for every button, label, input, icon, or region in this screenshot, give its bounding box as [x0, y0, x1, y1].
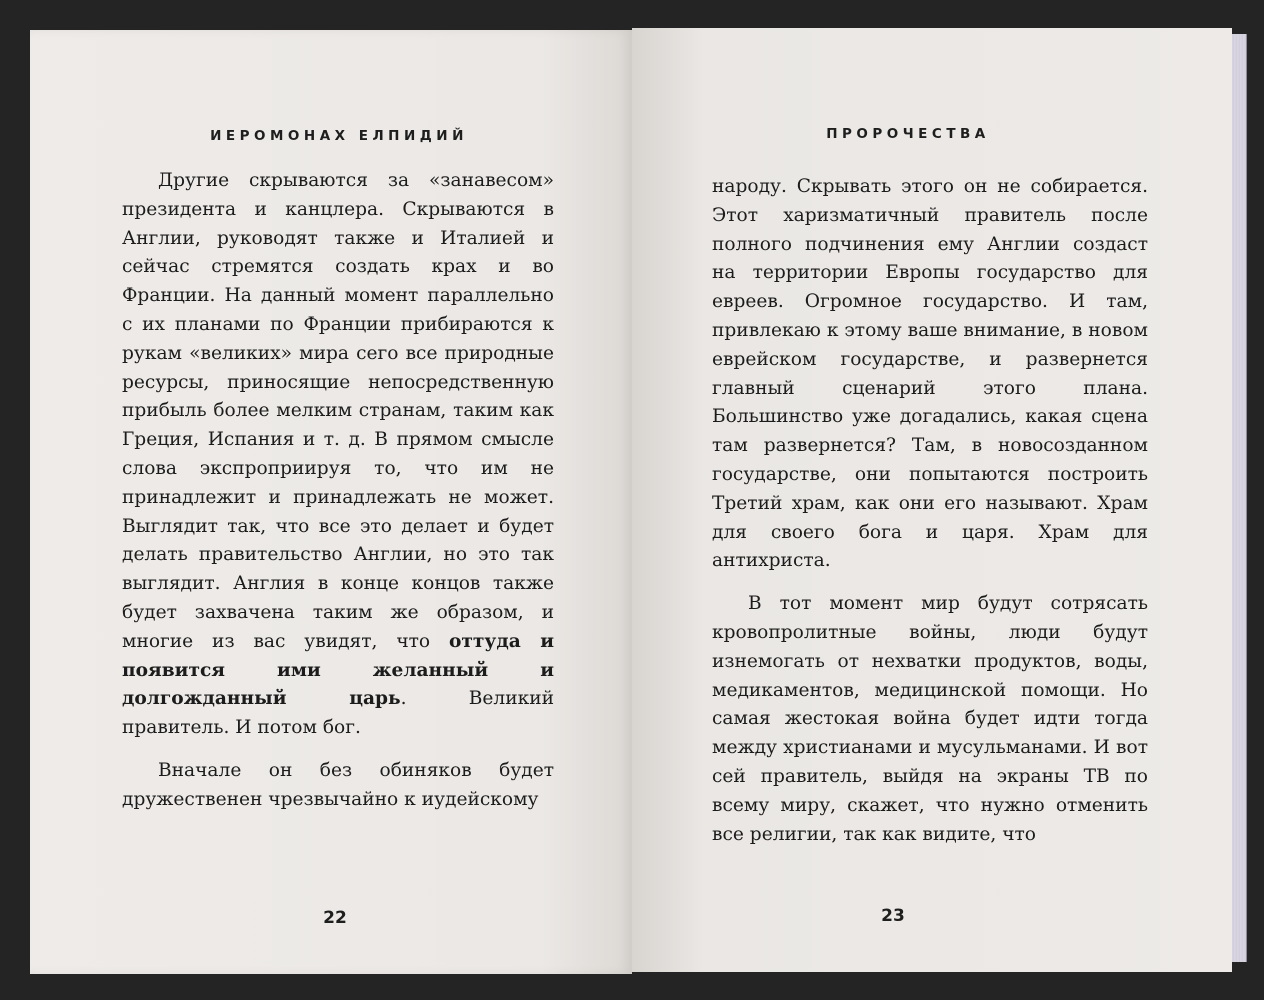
book-page-edges: [1232, 34, 1247, 962]
left-page-body: [122, 167, 554, 815]
running-head-title: ПРОРОЧЕСТВА: [826, 126, 990, 142]
running-head-author: ИЕРОМОНАХ ЕЛПИДИЙ: [210, 128, 468, 144]
left-paragraph-1-tail: . Великий правитель. И потом бог.: [122, 688, 554, 739]
right-paragraph-2: В тот момент мир будут сотрясать кровопролитные войны, люди будут изнемогать от нехватки продуктов, воды, медикаментов, медицинской помощи. Но самая жестокая война будет идти тогда между христианами и мусульманами. И вот сей правитель, выйдя на экраны ТВ по всему миру, скажет, что нужно отменить все религии, так как видите, что: [712, 593, 1148, 845]
left-paragraph-2: Вначале он без обиняков будет дружественен чрезвычайно к иудейскому: [122, 759, 554, 810]
page-number-right: 23: [881, 906, 905, 926]
left-page: [30, 30, 632, 974]
left-paragraph-1-text: Другие скрываются за «занавесом» президента и канцлера. Скрываются в Англии, руководят также и Италией и сейчас стремятся создать крах и во Франции. На данный момент параллельно с их планами по Франции прибираются к рукам «великих» мира сего все природные ресурсы, приносящие непосредственную прибыль более мелким странам, таким как Греция, Испания и т. д. В прямом смысле слова экспроприируя то, что им не принадлежит и принадлежать не может. Выглядит так, что все это делает и будет делать правительство Англии, но это так выглядит. Англия в конце концов также будет захвачена таким же образом, и многие из вас увидят, что: [122, 170, 554, 652]
right-page: [632, 28, 1232, 972]
right-paragraph-1: народу. Скрывать этого он не собирается. Этот харизматичный правитель после полного подчинения ему Англии создаст на территории Европы государство для евреев. Огромное государство. И там, привлекаю к этому ваше внимание, в новом еврейском государстве, и развернется главный сценарий этого плана. Большинство уже догадались, какая сцена там развернется? Там, в новосозданном государстве, они попытаются построить Третий храм, как они его называют. Храм для своего бога и царя. Храм для антихриста.: [712, 176, 1148, 572]
page-number-left: 22: [323, 908, 347, 928]
left-paragraph-1-emphasis: оттуда и появится ими желанный и долгожданный царь: [122, 630, 554, 710]
right-page-body: [712, 173, 1148, 849]
left-paragraph-1: [122, 167, 554, 743]
